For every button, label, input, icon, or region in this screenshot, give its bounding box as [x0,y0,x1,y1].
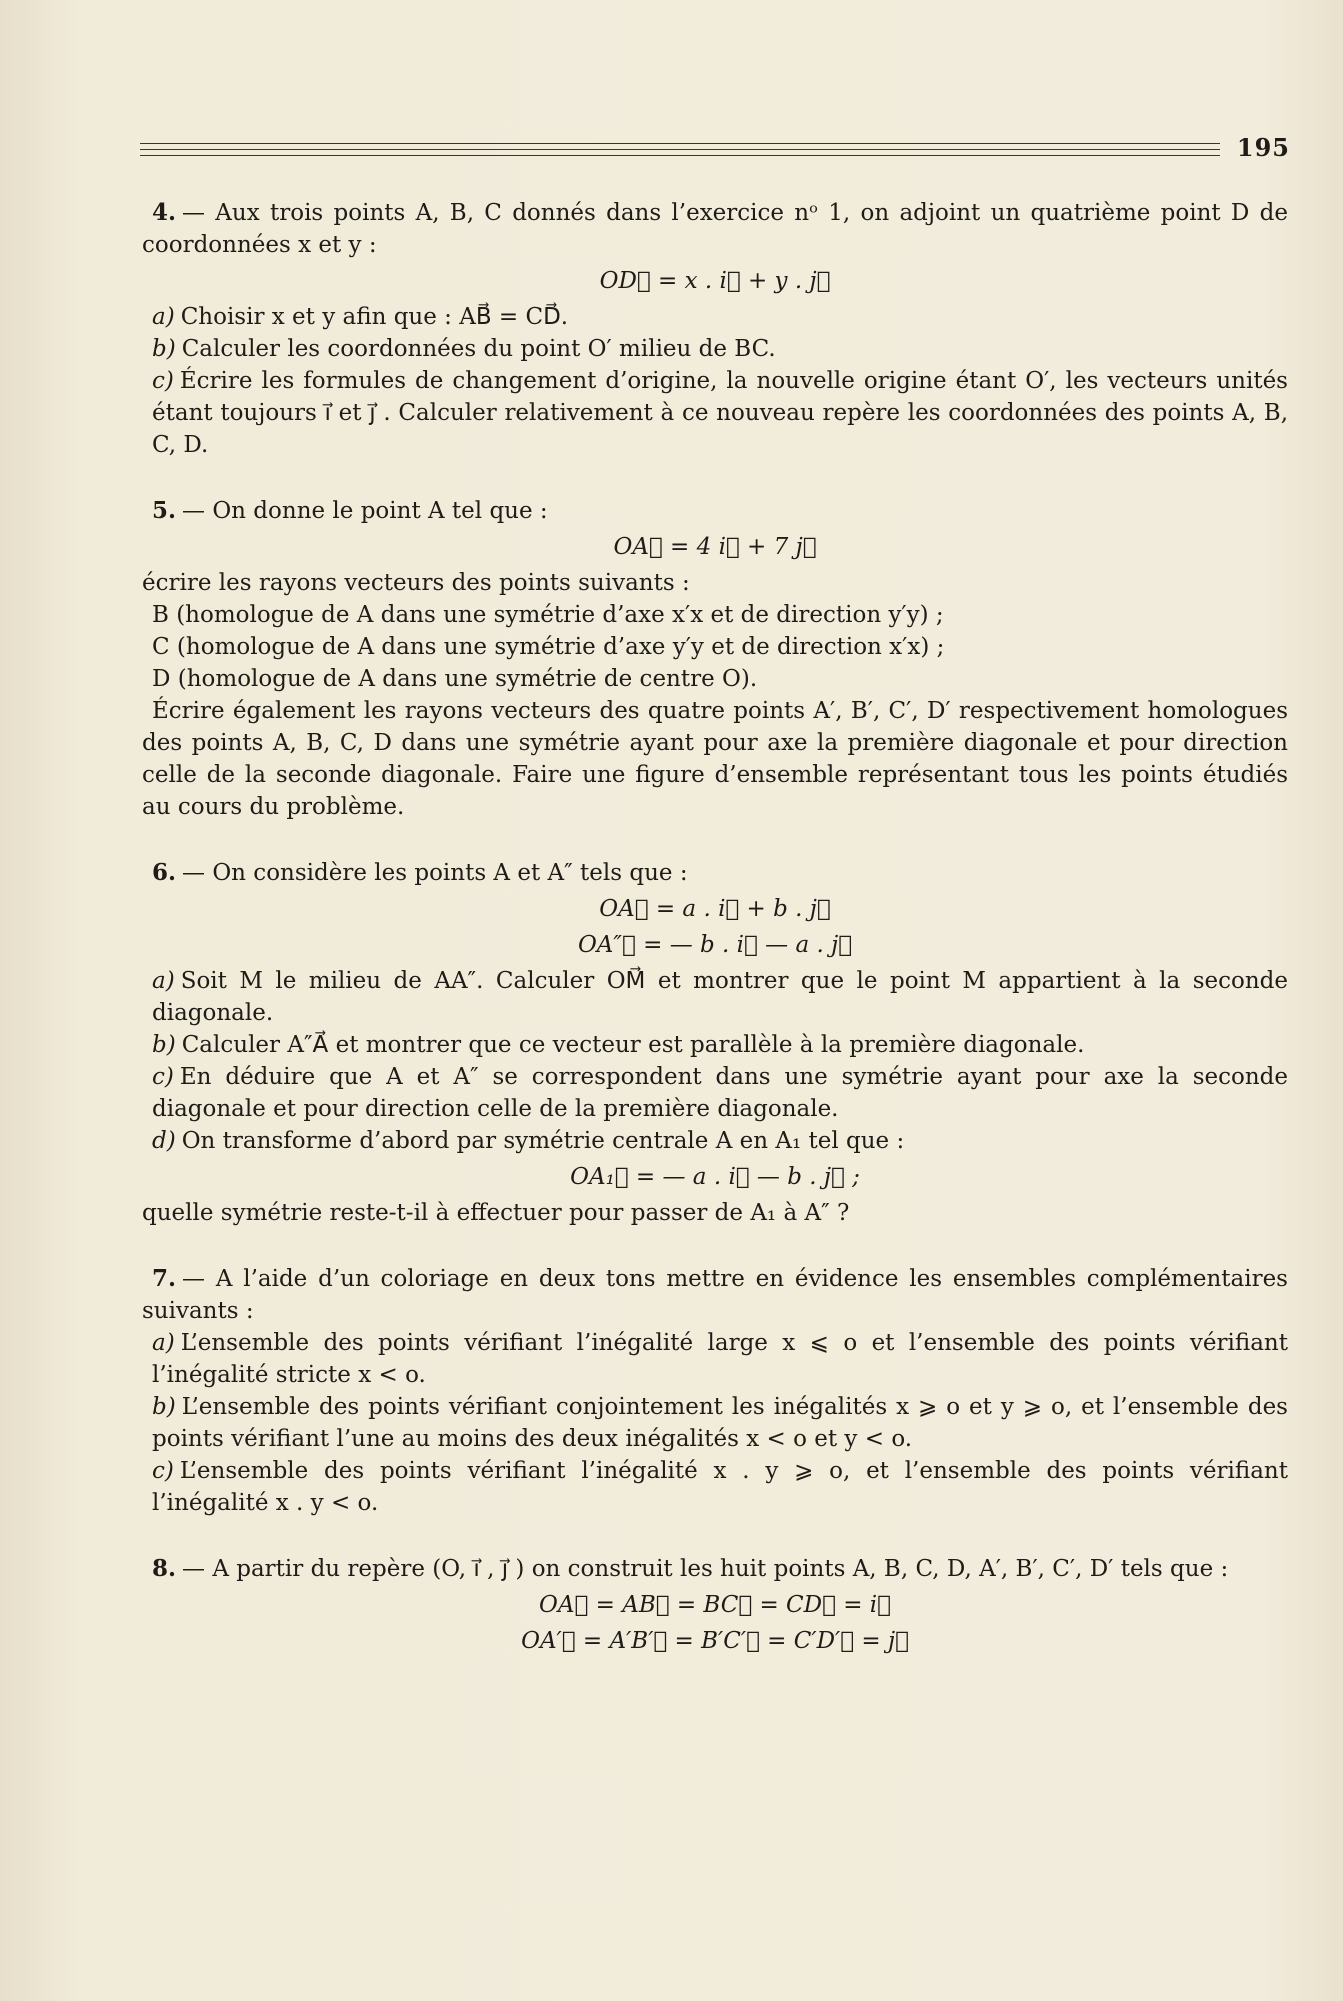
question-text: En déduire que A et A″ se correspondent dans une symétrie ayant pour axe la seconde diagonale et pour direction celle de la première diagonale. [152,1064,1288,1122]
exercise-number: 4. [152,199,177,226]
equation [142,893,1288,925]
question-text: Calculer A″A⃗ et montrer que ce vecteur est parallèle à la première diagonale. [181,1032,1085,1058]
question-label: a) [152,304,175,330]
header-rule-line [140,155,1220,156]
paragraph: écrire les rayons vecteurs des points suivants : [142,570,690,596]
exercise-number: 6. [152,859,177,886]
exercise-intro-text: — A l’aide d’un coloriage en deux tons mettre en évidence les ensembles complémentaires suivants : [142,1266,1288,1324]
question-a [142,301,1288,333]
question-c [142,1455,1288,1519]
question-text: Calculer les coordonnées du point O′ milieu de BC. [181,336,776,362]
question-c [142,1061,1288,1125]
question-label: b) [152,1394,176,1420]
paragraph: quelle symétrie reste-t-il à effectuer pour passer de A₁ à A″ ? [142,1200,850,1226]
equation-text: OD⃗ = x . i⃗ + y . j⃗ [599,268,831,294]
exercise-intro-text: — On donne le point A tel que : [182,498,548,524]
exercise-intro [142,1553,1288,1585]
equation [142,531,1288,563]
question-text: Écrire les formules de changement d’origine, la nouvelle origine étant O′, les vecteurs unités étant toujours i⃗ et j⃗ . Calculer relativement à ce nouveau repère les coordonnées des points A, B, C, D. [152,368,1288,458]
question-label: c) [152,1064,174,1090]
exercise-intro [142,495,1288,527]
question-a [142,1327,1288,1391]
equation-text: OA⃗ = 4 i⃗ + 7 j⃗ [613,534,817,560]
page-content [142,197,1288,1691]
question-label: b) [152,1032,176,1058]
page-header [140,133,1290,163]
exercise-intro-text: — Aux trois points A, B, C donnés dans l’exercice nᵒ 1, on adjoint un quatrième point D de coordonnées x et y : [142,200,1288,258]
header-rule-line [140,143,1220,144]
exercise-intro-text: — On considère les points A et A″ tels que : [182,860,688,886]
page-number: 195 [1236,133,1290,162]
list-item-d: D (homologue de A dans une symétrie de centre O). [152,666,758,692]
equation [142,1625,1288,1657]
equation [142,929,1288,961]
header-rule-line [140,149,1220,150]
question-label: b) [152,336,176,362]
exercise-intro-text: — A partir du repère (O, i⃗ , j⃗ ) on construit les huit points A, B, C, D, A′, B′, C′, D′ tels que : [182,1556,1229,1582]
question-a [142,965,1288,1029]
question-c [142,365,1288,461]
exercise-intro [142,1263,1288,1327]
question-text: L’ensemble des points vérifiant l’inégalité x . y ⩾ o, et l’ensemble des points vérifiant l’inégalité x . y < o. [152,1458,1288,1516]
question-label: d) [152,1128,176,1154]
exercise-6 [142,857,1288,1229]
equation-text: OA⃗ = AB⃗ = BC⃗ = CD⃗ = i⃗ [539,1592,891,1618]
exercise-intro [142,197,1288,261]
question-b [142,1029,1288,1061]
question-label: c) [152,368,174,394]
exercise-7 [142,1263,1288,1519]
list-item-b: B (homologue de A dans une symétrie d’axe x′x et de direction y′y) ; [152,602,944,628]
exercise-8 [142,1553,1288,1657]
question-label: c) [152,1458,174,1484]
question-d [142,1125,1288,1157]
paragraph: Écrire également les rayons vecteurs des quatre points A′, B′, C′, D′ respectivement homologues des points A, B, C, D dans une symétrie ayant pour axe la première diagonale et pour direction celle de la seconde diagonale. Faire une figure d’ensemble représentant tous les points étudiés au cours du problème. [142,698,1288,820]
question-text: Soit M le milieu de AA″. Calculer OM⃗ et montrer que le point M appartient à la seconde diagonale. [152,968,1288,1026]
equation-text: OA″⃗ = — b . i⃗ — a . j⃗ [577,932,853,958]
equation-text: OA⃗ = a . i⃗ + b . j⃗ [599,896,831,922]
exercise-number: 5. [152,497,177,524]
exercise-4 [142,197,1288,461]
question-b [142,1391,1288,1455]
equation [142,265,1288,297]
equation-text: OA′⃗ = A′B′⃗ = B′C′⃗ = C′D′⃗ = j⃗ [521,1628,909,1654]
equation [142,1161,1288,1193]
question-text: Choisir x et y afin que : AB⃗ = CD⃗. [180,304,569,330]
exercise-number: 7. [152,1265,177,1292]
question-b [142,333,1288,365]
question-text: L’ensemble des points vérifiant l’inégalité large x ⩽ o et l’ensemble des points vérifiant l’inégalité stricte x < o. [152,1330,1288,1388]
question-text: L’ensemble des points vérifiant conjointement les inégalités x ⩾ o et y ⩾ o, et l’ensemble des points vérifiant l’une au moins des deux inégalités x < o et y < o. [152,1394,1288,1452]
exercise-intro [142,857,1288,889]
exercise-number: 8. [152,1555,177,1582]
question-text: On transforme d’abord par symétrie centrale A en A₁ tel que : [181,1128,905,1154]
exercise-5 [142,495,1288,823]
equation [142,1589,1288,1621]
list-item-c: C (homologue de A dans une symétrie d’axe y′y et de direction x′x) ; [152,634,945,660]
question-label: a) [152,1330,175,1356]
equation-text: OA₁⃗ = — a . i⃗ — b . j⃗ ; [570,1164,860,1190]
question-label: a) [152,968,175,994]
